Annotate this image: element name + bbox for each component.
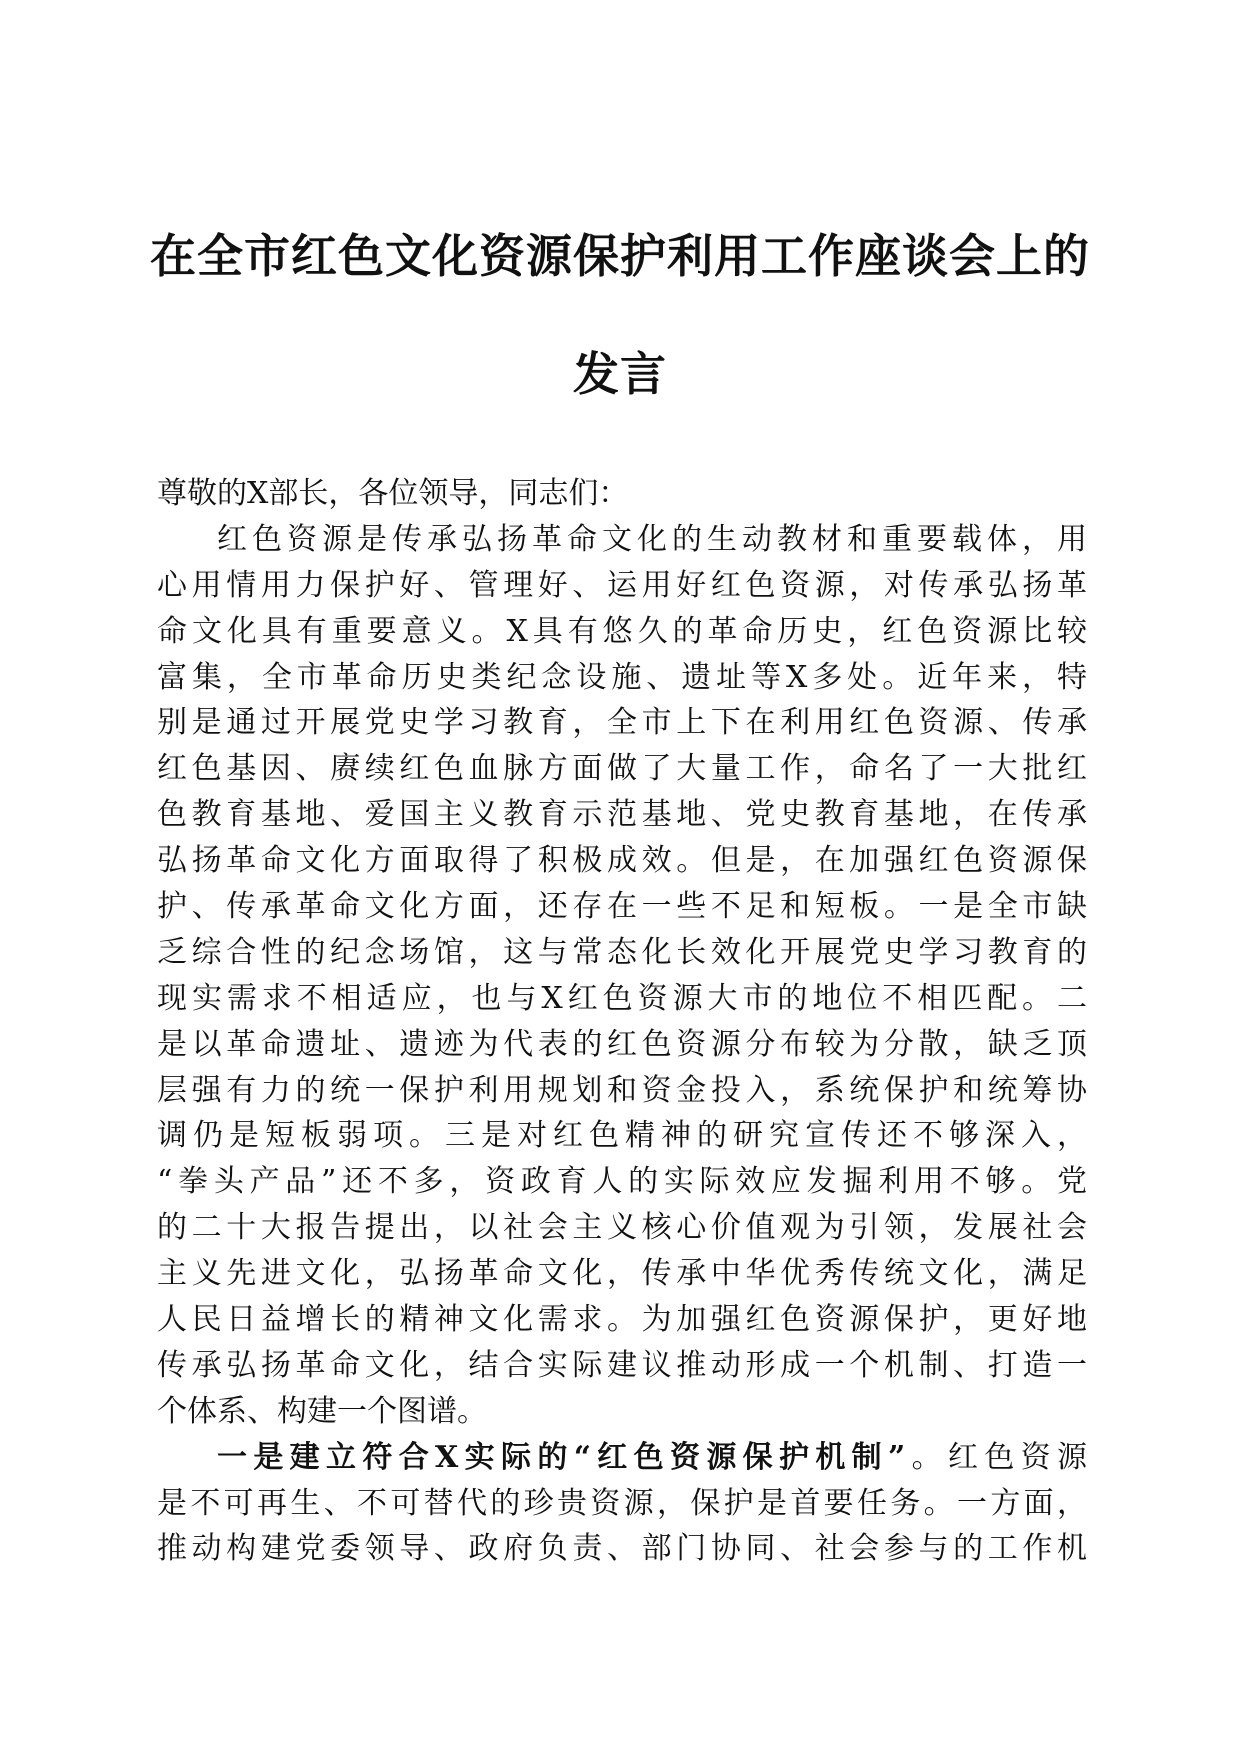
paragraph-line: “拳头产品”还不多，资政育人的实际效应发掘利用不够。党 bbox=[157, 1164, 1087, 1200]
paragraph-line: 富集，全市革命历史类纪念设施、遗址等X多处。近年来，特 bbox=[157, 659, 1087, 695]
paragraph-line: 弘扬革命文化方面取得了积极成效。但是，在加强红色资源保 bbox=[157, 843, 1087, 879]
paragraph-line: 别是通过开展党史学习教育，全市上下在利用红色资源、传承 bbox=[157, 705, 1087, 741]
paragraph-line: 色教育基地、爱国主义教育示范基地、党史教育基地，在传承 bbox=[157, 797, 1087, 833]
paragraph-line: 人民日益增长的精神文化需求。为加强红色资源保护，更好地 bbox=[157, 1302, 1087, 1338]
paragraph-line: 心用情用力保护好、管理好、运用好红色资源，对传承弘扬革 bbox=[157, 567, 1087, 603]
paragraph-line: 主义先进文化，弘扬革命文化，传承中华优秀传统文化，满足 bbox=[157, 1256, 1087, 1292]
paragraph-line: 是不可再生、不可替代的珍贵资源，保护是首要任务。一方面， bbox=[157, 1485, 1087, 1521]
paragraph-line: 层强有力的统一保护利用规划和资金投入，系统保护和统筹协 bbox=[157, 1072, 1087, 1108]
paragraph-line: 命文化具有重要意义。X具有悠久的革命历史，红色资源比较 bbox=[157, 613, 1087, 649]
paragraph-line: 护、传承革命文化方面，还存在一些不足和短板。一是全市缺 bbox=[157, 889, 1087, 925]
paragraph-line: 调仍是短板弱项。三是对红色精神的研究宣传还不够深入， bbox=[157, 1118, 1087, 1154]
paragraph-line: 的二十大报告提出，以社会主义核心价值观为引领，发展社会 bbox=[157, 1210, 1087, 1246]
paragraph-line: 乏综合性的纪念场馆，这与常态化长效化开展党史学习教育的 bbox=[157, 934, 1087, 970]
paragraph-line: 红色资源是传承弘扬革命文化的生动教材和重要载体，用 bbox=[217, 521, 1087, 557]
document-title-line-1: 在全市红色文化资源保护利用工作座谈会上的 bbox=[150, 229, 1090, 283]
document-body bbox=[157, 471, 1087, 1572]
paragraph-line: 个体系、构建一个图谱。 bbox=[157, 1393, 487, 1429]
paragraph-line: 红色基因、赓续红色血脉方面做了大量工作，命名了一大批红 bbox=[157, 751, 1087, 787]
paragraph-line: 推动构建党委领导、政府负责、部门协同、社会参与的工作机 bbox=[157, 1531, 1087, 1567]
bold-lead-text: 一是建立符合X实际的“红色资源保护机制” bbox=[217, 1439, 906, 1475]
paragraph-line: 传承弘扬革命文化，结合实际建议推动形成一个机制、打造一 bbox=[157, 1347, 1087, 1383]
salutation: 尊敬的X部长，各位领导，同志们： bbox=[157, 476, 629, 511]
lead-line-rest: 。红色资源 bbox=[905, 1439, 1088, 1475]
paragraph-line: 是以革命遗址、遗迹为代表的红色资源分布较为分散，缺乏顶 bbox=[157, 1026, 1087, 1062]
paragraph-line: 现实需求不相适应，也与X红色资源大市的地位不相匹配。二 bbox=[157, 980, 1087, 1016]
document-title-line-2: 发言 bbox=[573, 347, 667, 401]
paragraph-lead-line bbox=[157, 1435, 1087, 1481]
